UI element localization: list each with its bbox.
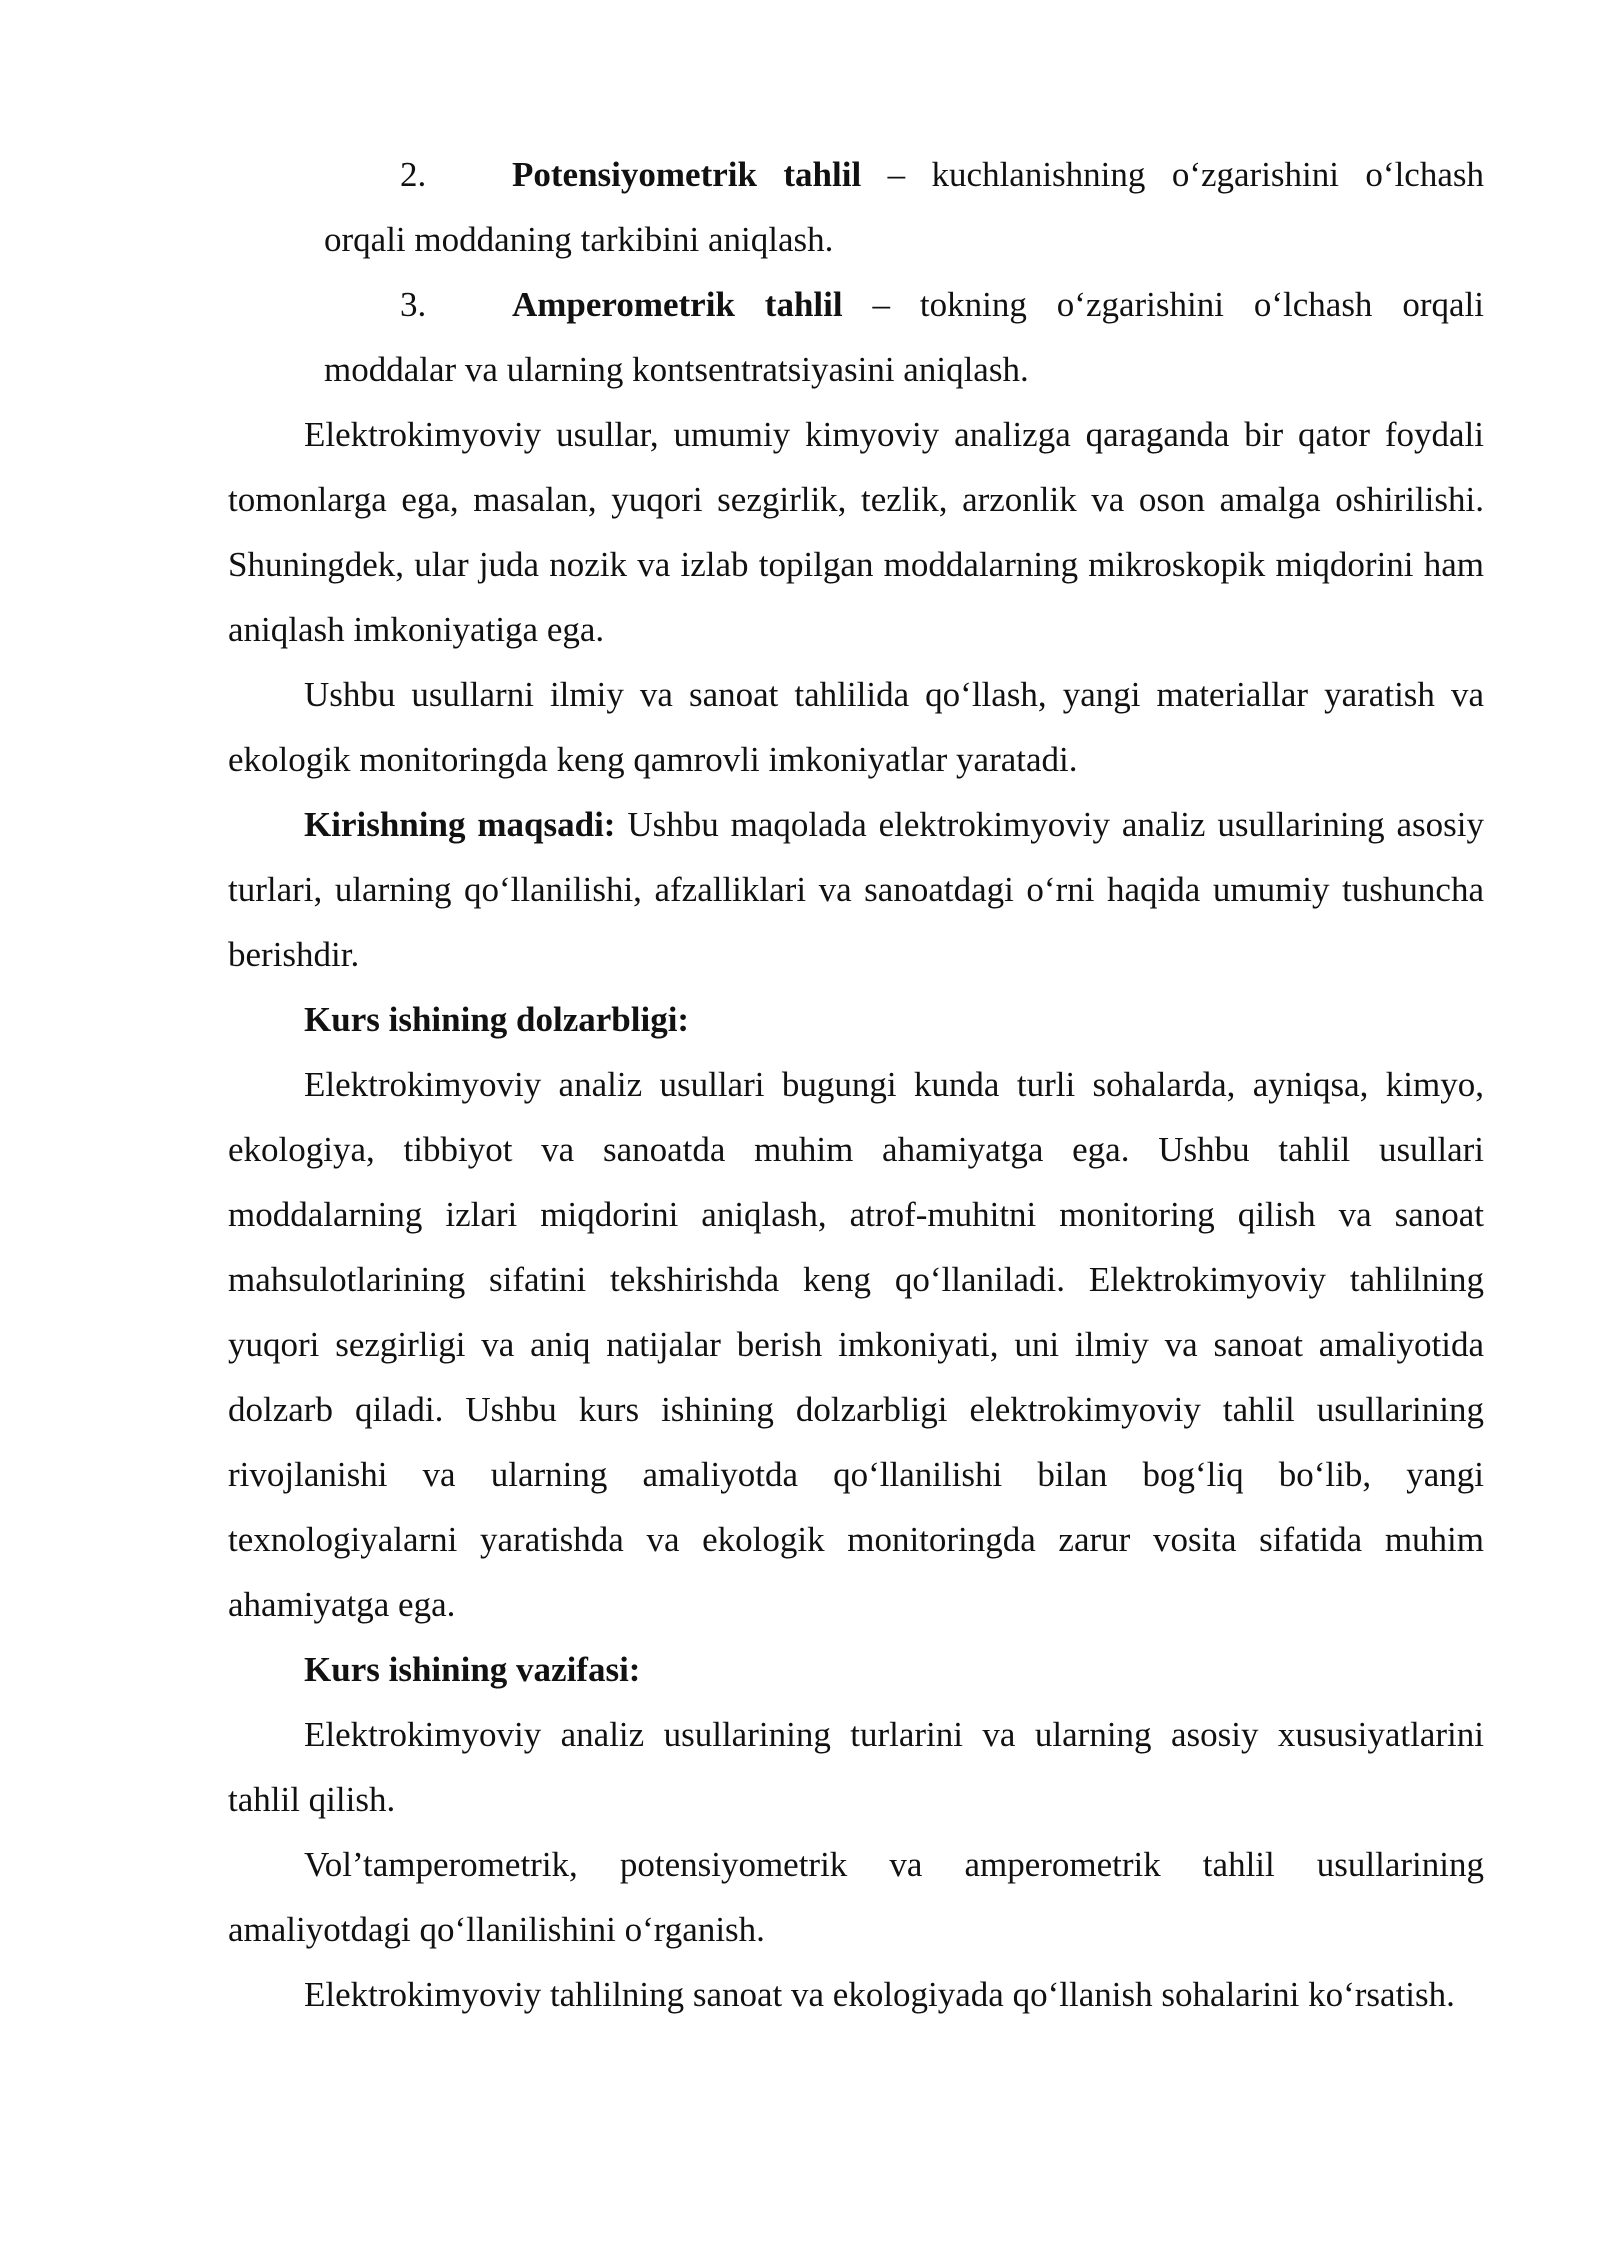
list-item-text <box>512 142 1484 207</box>
relevance-heading: Kurs ishining dolzarbligi: <box>304 1000 690 1039</box>
list-item-potentiometric <box>324 142 1484 272</box>
list-item-first-line <box>324 272 1484 337</box>
list-item-text <box>512 272 1484 337</box>
list-item-first-line <box>324 142 1484 207</box>
list-definition-start: – tokning o‘zgarishini o‘lchash orqali <box>842 285 1484 324</box>
goal-text: Ushbu maqolada elektrokimyoviy analiz usullarining asosiy turlari, ularning qo‘llanilishi, afzalliklari va sanoatdagi o‘rni haqida umumiy tushuncha berishdir. <box>228 805 1484 974</box>
paragraph-advantages: Elektrokimyoviy usullar, umumiy kimyoviy analizga qaraganda bir qator foydali tomonlarga ega, masalan, yuqori sezgirlik, tezlik, arzonlik va oson amalga oshirilishi. Shuningdek, ular juda nozik va izlab topilgan moddalarning mikroskopik miqdorini ham aniqlash imkoniyatiga ega. <box>228 415 1484 649</box>
paragraph-goal <box>228 792 1484 987</box>
paragraph-task-2: Vol’tamperometrik, potensiyometrik va amperometrik tahlil usullarining amaliyotdagi qo‘llanilishini o‘rganish. <box>228 1845 1484 1949</box>
list-definition-start: – kuchlanishning o‘zgarishini o‘lchash <box>861 155 1484 194</box>
list-definition-continuation: orqali moddaning tarkibini aniqlash. <box>324 220 834 259</box>
paragraph-task-3: Elektrokimyoviy tahlilning sanoat va ekologiyada qo‘llanish sohalarini ko‘rsatish. <box>304 1975 1455 2014</box>
tasks-heading: Kurs ishining vazifasi: <box>304 1650 641 1689</box>
goal-label: Kirishning maqsadi: <box>304 805 616 844</box>
list-term: Potensiyometrik tahlil <box>512 155 862 194</box>
list-number: 3. <box>400 285 427 324</box>
list-number: 2. <box>400 155 427 194</box>
list-item-amperometric <box>324 272 1484 402</box>
paragraph-applications: Ushbu usullarni ilmiy va sanoat tahlilida qo‘llash, yangi materiallar yaratish va ekologik monitoringda keng qamrovli imkoniyatlar yaratadi. <box>228 675 1484 779</box>
paragraph-relevance: Elektrokimyoviy analiz usullari bugungi kunda turli sohalarda, ayniqsa, kimyo, ekologiya, tibbiyot va sanoatda muhim ahamiyatga ega. Ushbu tahlil usullari moddalarning izlari miqdorini aniqlash, atrof-muhitni monitoring qilish va sanoat mahsulotlarining sifatini tekshirishda keng qo‘llaniladi. Elektrokimyoviy tahlilning yuqori sezgirligi va aniq natijalar berish imkoniyati, uni ilmiy va sanoat amaliyotida dolzarb qiladi. Ushbu kurs ishining dolzarbligi elektrokimyoviy tahlil usullarining rivojlanishi va ularning amaliyotda qo‘llanilishi bilan bog‘liq bo‘lib, yangi texnologiyalarni yaratishda va ekologik monitoringda zarur vosita sifatida muhim ahamiyatga ega. <box>228 1065 1484 1624</box>
list-definition-continuation: moddalar va ularning kontsentratsiyasini aniqlash. <box>324 350 1029 389</box>
paragraph-task-1: Elektrokimyoviy analiz usullarining turlarini va ularning asosiy xususiyatlarini tahlil qilish. <box>228 1715 1484 1819</box>
page-body <box>228 142 1484 2027</box>
list-term: Amperometrik tahlil <box>512 285 843 324</box>
